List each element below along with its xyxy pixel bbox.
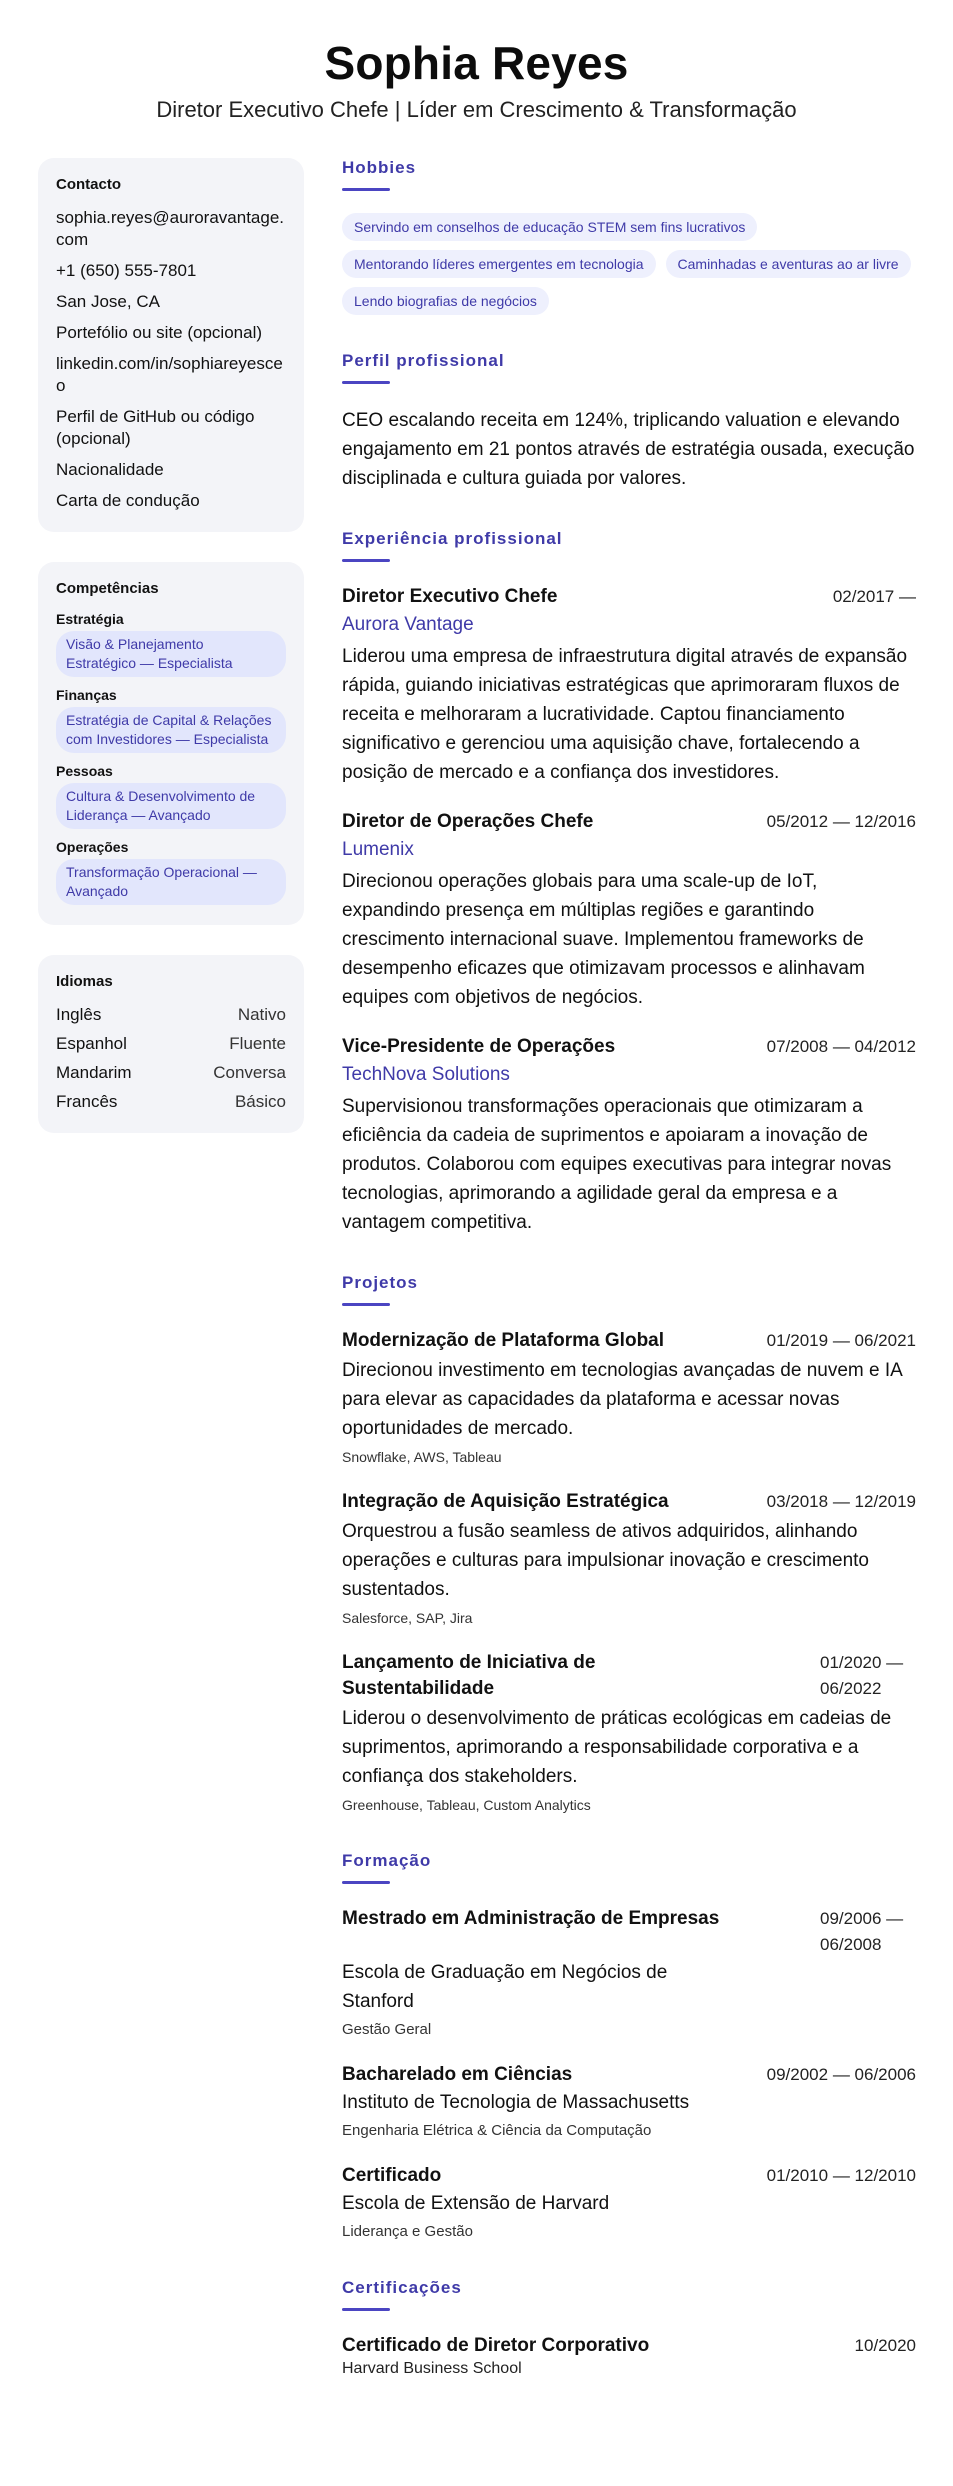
competency-category: Operações — [56, 839, 129, 855]
sidebar — [38, 158, 304, 2379]
projects-section — [342, 1273, 916, 1815]
competency-category: Estratégia — [56, 611, 124, 627]
hobby-pill: Caminhadas e aventuras ao ar livre — [666, 250, 911, 278]
candidate-tagline: Diretor Executivo Chefe | Líder em Crescimento & Transformação — [156, 97, 797, 122]
hobbies-list — [342, 213, 916, 315]
language-row — [56, 1091, 286, 1113]
project-tech: Greenhouse, Tableau, Custom Analytics — [342, 1797, 591, 1813]
project-description: Orquestrou a fusão seamless de ativos adquiridos, alinhando operações e culturas para impulsionar inovação e crescimento sustentados. — [342, 1521, 869, 1600]
projects-title: Projetos — [342, 1273, 419, 1292]
language-level: Básico — [234, 1092, 286, 1111]
project-entry — [342, 1489, 916, 1628]
language-name: Francês — [56, 1092, 118, 1111]
contact-title: Contacto — [56, 176, 121, 193]
language-row — [56, 1033, 286, 1055]
experience-section — [342, 529, 916, 1237]
job-description: Direcionou operações globais para uma scale-up de IoT, expandindo presença em múltiplas regiões e garantindo crescimento internacional suave. Implementou frameworks de desempenho eficazes que otimizavam processos e alinhavam equipes com objetivos de negócios. — [342, 871, 865, 1008]
job-description: Liderou uma empresa de infraestrutura digital através de expansão rápida, guiando iniciativas estratégicas que aprimoraram fluxos de receita e melhoraram a lucratividade. Captou financiamento significativo e gerenciou uma aquisição chave, fortalecendo a posição de mercado e a confiança dos investidores. — [342, 646, 908, 783]
project-tech: Snowflake, AWS, Tableau — [342, 1449, 502, 1465]
section-divider — [342, 559, 390, 562]
school-name: Instituto de Tecnologia de Massachusetts — [342, 2092, 690, 2113]
competencies-card — [38, 562, 304, 925]
contact-github: Perfil de GitHub ou código (opcional) — [56, 407, 255, 448]
profile-summary: CEO escalando receita em 124%, triplicando valuation e elevando engajamento em 21 pontos através de estratégia ousada, execução disciplinada e cultura guiada por valores. — [342, 410, 915, 489]
education-title: Formação — [342, 1851, 432, 1870]
languages-title: Idiomas — [56, 973, 113, 990]
hobby-pill: Lendo biografias de negócios — [342, 287, 549, 315]
education-entry — [342, 2163, 916, 2242]
section-divider — [342, 1881, 390, 1884]
project-description: Liderou o desenvolvimento de práticas ecológicas em cadeias de suprimentos, aprimorando a responsabilidade corporativa e a confiança dos stakeholders. — [342, 1708, 892, 1787]
resume-body — [38, 158, 916, 2379]
project-name: Lançamento de Iniciativa de Sustentabilidade — [342, 1652, 596, 1699]
education-entry — [342, 1906, 916, 2040]
competency-pill: Estratégia de Capital & Relações com Investidores — Especialista — [56, 707, 286, 753]
education-entry — [342, 2062, 916, 2141]
contact-nationality: Nacionalidade — [56, 460, 164, 479]
competencies-title: Competências — [56, 580, 159, 597]
education-field: Engenharia Elétrica & Ciência da Computação — [342, 2122, 652, 2139]
language-row — [56, 1004, 286, 1026]
competency-pill: Cultura & Desenvolvimento de Liderança — Avançado — [56, 783, 286, 829]
project-description: Direcionou investimento em tecnologias avançadas de nuvem e IA para elevar as capacidades da plataforma e acessar novas oportunidades de mercado. — [342, 1360, 902, 1439]
hobby-pill: Mentorando líderes emergentes em tecnologia — [342, 250, 656, 278]
job-title: Diretor Executivo Chefe — [342, 586, 558, 607]
certification-date: 10/2020 — [854, 2336, 916, 2355]
degree-name: Mestrado em Administração de Empresas — [342, 1908, 720, 1929]
education-field: Gestão Geral — [342, 2021, 432, 2038]
contact-phone[interactable]: +1 (650) 555-7801 — [56, 261, 197, 280]
education-section — [342, 1851, 916, 2242]
certification-issuer: Harvard Business School — [342, 2360, 522, 2377]
job-title: Diretor de Operações Chefe — [342, 811, 594, 832]
contact-card — [38, 158, 304, 532]
education-date: 01/2010 — 12/2010 — [766, 2166, 916, 2185]
candidate-name: Sophia Reyes — [324, 37, 629, 89]
job-description: Supervisionou transformações operacionais que otimizaram a eficiência da cadeia de suprimentos e apoiaram a inovação de produtos. Colaborou com equipes executivas para integrar novas tecnologias, aprimorando a agilidade geral da empresa e a vantagem competitiva. — [342, 1096, 892, 1233]
main-content — [342, 158, 916, 2379]
language-row — [56, 1062, 286, 1084]
experience-entry — [342, 584, 916, 787]
project-date: 03/2018 — 12/2019 — [766, 1492, 916, 1511]
degree-name: Bacharelado em Ciências — [342, 2064, 573, 2085]
language-name: Espanhol — [56, 1034, 127, 1053]
project-date: 01/2019 — 06/2021 — [766, 1331, 916, 1350]
contact-location: San Jose, CA — [56, 292, 160, 311]
hobbies-section — [342, 158, 916, 315]
job-title: Vice-Presidente de Operações — [342, 1036, 616, 1057]
profile-title: Perfil profissional — [342, 351, 505, 370]
education-date: 09/2006 — 06/2008 — [820, 1909, 904, 1954]
competency-group — [56, 687, 286, 753]
language-level: Nativo — [237, 1005, 286, 1024]
project-entry — [342, 1328, 916, 1467]
competency-category: Pessoas — [56, 763, 113, 779]
resume-header — [0, 0, 953, 124]
project-tech: Salesforce, SAP, Jira — [342, 1610, 473, 1626]
project-date: 01/2020 — 06/2022 — [820, 1653, 904, 1698]
job-date: 02/2017 — — [832, 587, 916, 606]
certifications-title: Certificações — [342, 2278, 462, 2297]
language-name: Mandarim — [56, 1063, 132, 1082]
job-date: 05/2012 — 12/2016 — [766, 812, 916, 831]
experience-entry — [342, 1034, 916, 1237]
section-divider — [342, 2308, 390, 2311]
project-name: Integração de Aquisição Estratégica — [342, 1491, 669, 1512]
certification-name: Certificado de Diretor Corporativo — [342, 2335, 650, 2356]
project-name: Modernização de Plataforma Global — [342, 1330, 665, 1351]
education-date: 09/2002 — 06/2006 — [766, 2065, 916, 2084]
project-entry — [342, 1650, 916, 1815]
competency-group — [56, 763, 286, 829]
certifications-section — [342, 2278, 916, 2379]
experience-entry — [342, 809, 916, 1012]
contact-portfolio: Portefólio ou site (opcional) — [56, 323, 263, 342]
competency-pill: Visão & Planejamento Estratégico — Especialista — [56, 631, 286, 677]
language-level: Conversa — [213, 1063, 286, 1082]
contact-license: Carta de condução — [56, 491, 200, 510]
job-company: Lumenix — [342, 839, 414, 860]
contact-email[interactable]: sophia.reyes@auroravantage.com — [56, 208, 285, 249]
experience-title: Experiência profissional — [342, 529, 563, 548]
competency-group — [56, 839, 286, 905]
school-name: Escola de Graduação em Negócios de Stanford — [342, 1962, 668, 2012]
competency-category: Finanças — [56, 687, 117, 703]
job-date: 07/2008 — 04/2012 — [766, 1037, 916, 1056]
degree-name: Certificado — [342, 2165, 442, 2186]
contact-linkedin[interactable]: linkedin.com/in/sophiareyesceo — [56, 354, 283, 395]
competency-pill: Transformação Operacional — Avançado — [56, 859, 286, 905]
school-name: Escola de Extensão de Harvard — [342, 2193, 610, 2214]
section-divider — [342, 188, 390, 191]
job-company: Aurora Vantage — [342, 614, 474, 635]
language-name: Inglês — [56, 1005, 102, 1024]
section-divider — [342, 381, 390, 384]
languages-card — [38, 955, 304, 1133]
job-company: TechNova Solutions — [342, 1064, 510, 1085]
hobby-pill: Servindo em conselhos de educação STEM sem fins lucrativos — [342, 213, 757, 241]
competency-group — [56, 611, 286, 677]
education-field: Liderança e Gestão — [342, 2223, 473, 2240]
certification-entry — [342, 2333, 916, 2379]
language-level: Fluente — [229, 1034, 286, 1053]
hobbies-title: Hobbies — [342, 158, 417, 177]
section-divider — [342, 1303, 390, 1306]
profile-section — [342, 351, 916, 493]
